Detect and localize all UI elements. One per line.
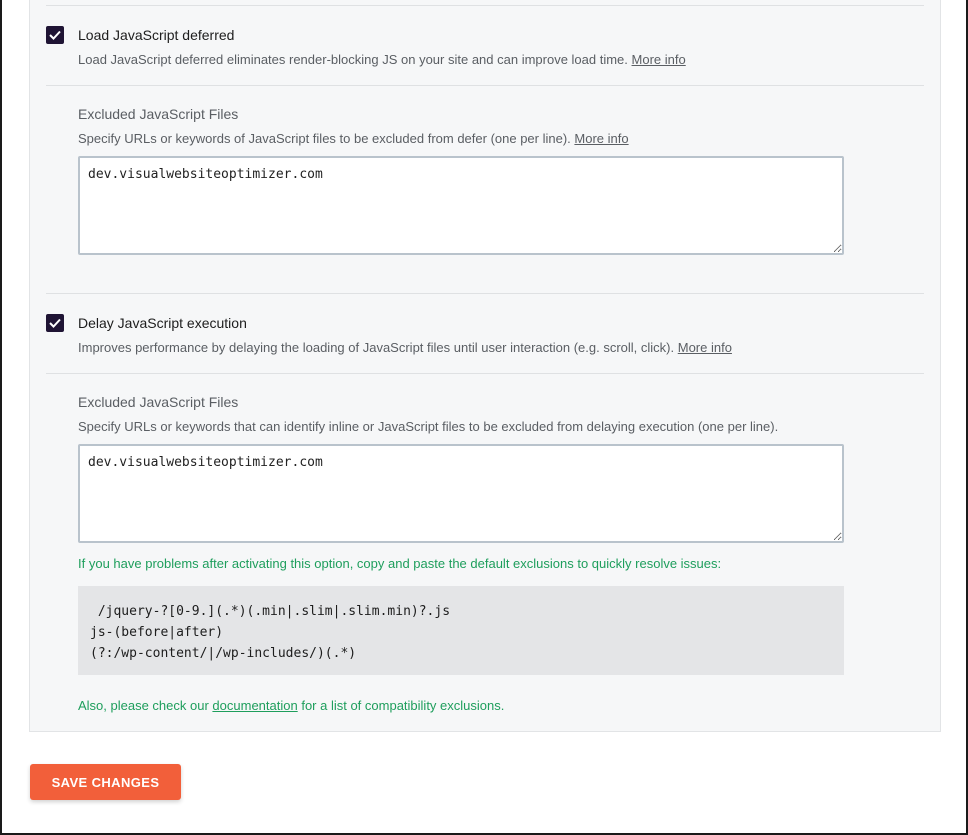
delay-js-description (78, 340, 732, 355)
divider (46, 293, 924, 294)
defer-more-info-link[interactable]: More info (631, 52, 686, 67)
defer-excluded-files-textarea[interactable] (78, 156, 844, 255)
defer-js-description (78, 52, 686, 67)
defer-excluded-description (78, 131, 629, 146)
documentation-note-suffix: for a list of compatibility exclusions. (301, 698, 505, 713)
documentation-note-prefix: Also, please check our (78, 698, 209, 713)
delay-excluded-description: Specify URLs or keywords that can identify inline or JavaScript files to be excluded from delaying execution (one per line). (78, 419, 779, 434)
documentation-note (78, 698, 504, 713)
defer-excluded-more-info-link[interactable]: More info (574, 131, 629, 146)
divider (46, 85, 924, 86)
code-line: js-(before|after) (90, 625, 224, 640)
delay-js-checkbox[interactable] (46, 314, 64, 332)
delay-excluded-title: Excluded JavaScript Files (78, 394, 239, 410)
divider (46, 373, 924, 374)
defer-js-title: Load JavaScript deferred (78, 27, 235, 43)
default-exclusions-notice: If you have problems after activating this option, copy and paste the default exclusions to quickly resolve issues: (78, 556, 722, 571)
delay-excluded-files-textarea[interactable] (78, 444, 844, 543)
divider (46, 5, 924, 6)
defer-js-description-text: Load JavaScript deferred eliminates render-blocking JS on your site and can improve load time. (78, 52, 628, 67)
settings-panel (29, 0, 941, 732)
delay-more-info-link[interactable]: More info (677, 340, 732, 355)
code-line: /jquery-?[0-9.](.*)(.min|.slim|.slim.min)?.js (90, 604, 451, 619)
defer-js-checkbox[interactable] (46, 26, 64, 44)
save-changes-button[interactable]: SAVE CHANGES (30, 764, 181, 800)
code-line: (?:/wp-content/|/wp-includes/)(.*) (90, 646, 357, 661)
checkmark-icon (49, 318, 61, 328)
defer-excluded-description-text: Specify URLs or keywords of JavaScript files to be excluded from defer (one per line). (78, 131, 571, 146)
delay-js-title: Delay JavaScript execution (78, 315, 247, 331)
delay-js-description-text: Improves performance by delaying the loading of JavaScript files until user interaction (e.g. scroll, click). (78, 340, 675, 355)
documentation-link[interactable]: documentation (212, 698, 298, 713)
checkmark-icon (49, 30, 61, 40)
defer-excluded-title: Excluded JavaScript Files (78, 106, 239, 122)
default-exclusions-code (78, 586, 844, 675)
